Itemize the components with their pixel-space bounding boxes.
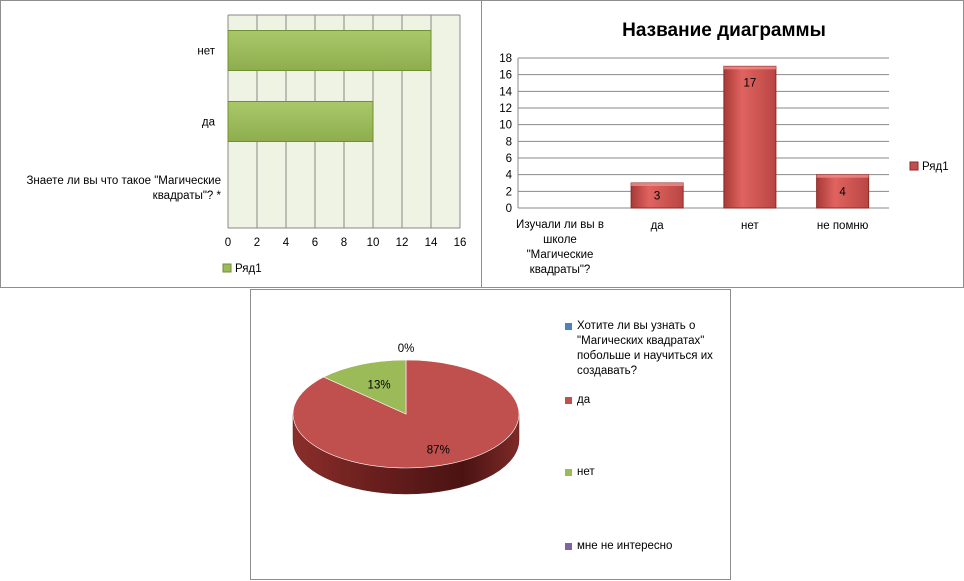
x-tick-label: 2 xyxy=(253,237,261,249)
legend-swatch xyxy=(565,397,572,404)
legend-label: Ряд1 xyxy=(235,263,262,275)
legend-label-not-interested: мне не интересно xyxy=(577,540,673,552)
y-tick-label: 16 xyxy=(499,69,512,82)
pie-chart-panel xyxy=(250,289,731,580)
y-tick-label: 10 xyxy=(499,119,512,132)
legend-swatch xyxy=(565,469,572,476)
y-tick-label: 0 xyxy=(505,203,512,215)
bar-highlight xyxy=(631,183,683,186)
y-tick-label: да xyxy=(201,116,215,129)
category-label-question-1: Знаете ли вы что такое "Магические квадраты"? * xyxy=(26,175,221,202)
x-tick-label: 8 xyxy=(340,237,348,249)
y-tick-label: нет xyxy=(197,45,215,58)
x-tick-label: не помню xyxy=(816,220,869,232)
chart-title: Название диаграммы xyxy=(622,20,826,41)
x-tick-label: 10 xyxy=(366,237,380,249)
y-tick-label: 12 xyxy=(499,103,512,115)
x-tick-label: 0 xyxy=(224,237,232,249)
bar-highlight xyxy=(724,66,776,69)
x-tick-label: 14 xyxy=(424,237,438,249)
legend-label-yes: да xyxy=(577,394,591,406)
data-label: 13% xyxy=(367,379,391,392)
y-tick-label: 18 xyxy=(499,53,512,65)
bar xyxy=(228,102,373,142)
data-label: 0% xyxy=(397,343,415,355)
data-label: 17 xyxy=(743,77,757,90)
x-tick-label: нет xyxy=(741,220,759,232)
x-tick-label: 12 xyxy=(395,237,409,249)
bar xyxy=(228,31,431,71)
legend-swatch xyxy=(565,543,572,550)
y-tick-label: 2 xyxy=(505,186,512,199)
legend-label-no: нет xyxy=(577,466,595,478)
legend-swatch xyxy=(910,162,918,170)
y-tick-label: 8 xyxy=(505,136,512,149)
y-tick-label: 4 xyxy=(505,169,512,182)
y-tick-label: 6 xyxy=(505,153,512,165)
data-label: 4 xyxy=(839,186,846,199)
category-label-question-2: Изучали ли вы в школе "Магические квадраты"? xyxy=(516,219,604,276)
bar-chart-panel-1 xyxy=(0,0,482,288)
y-tick-label: 14 xyxy=(499,86,512,99)
bar-chart-panel-2 xyxy=(481,0,964,288)
legend-swatch xyxy=(223,264,231,272)
x-tick-label: да xyxy=(650,220,664,232)
x-tick-label: 16 xyxy=(453,237,467,249)
bar-chart-1 xyxy=(1,1,483,289)
x-tick-label: 6 xyxy=(311,237,319,249)
data-label: 3 xyxy=(653,190,661,203)
legend-label: Ряд1 xyxy=(922,161,949,173)
data-label: 87% xyxy=(426,444,450,457)
x-tick-label: 4 xyxy=(282,237,290,249)
legend-label-question-3: Хотите ли вы узнать о "Магических квадратах" побольше и научиться их создавать? xyxy=(577,320,713,377)
legend-swatch xyxy=(565,323,572,330)
bar-highlight xyxy=(817,175,869,178)
